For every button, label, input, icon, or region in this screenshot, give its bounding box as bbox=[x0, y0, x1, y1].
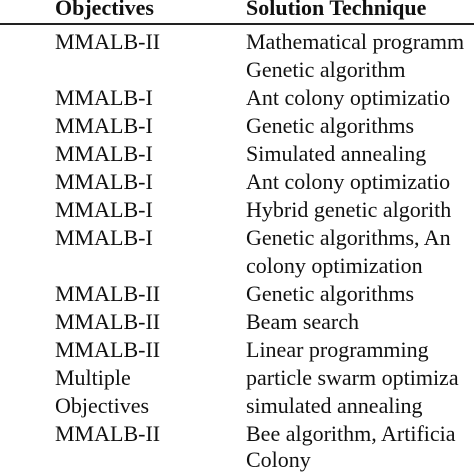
table-row bbox=[0, 420, 474, 448]
technique-cell: Beam search bbox=[246, 309, 359, 334]
objective-cell: MMALB-I bbox=[55, 225, 153, 250]
table-row bbox=[0, 84, 474, 112]
table-row bbox=[0, 252, 474, 280]
objective-cell: Multiple bbox=[55, 365, 131, 390]
objective-cell: MMALB-I bbox=[55, 113, 153, 138]
table-header bbox=[0, 0, 474, 23]
table-row bbox=[0, 392, 474, 420]
technique-cell: Ant colony optimizatio bbox=[246, 169, 451, 194]
technique-cell: Genetic algorithms, An bbox=[246, 225, 451, 250]
objective-cell: MMALB-I bbox=[55, 141, 153, 166]
objective-cell: MMALB-II bbox=[55, 281, 161, 306]
table-row bbox=[0, 364, 474, 392]
table-row bbox=[0, 112, 474, 140]
table-row bbox=[0, 446, 474, 474]
table-row bbox=[0, 196, 474, 224]
technique-cell: Linear programming bbox=[246, 337, 429, 362]
table-row bbox=[0, 224, 474, 252]
objective-cell: MMALB-II bbox=[55, 337, 161, 362]
table-row bbox=[0, 168, 474, 196]
technique-cell: Bee algorithm, Artificia bbox=[246, 421, 456, 446]
header-rule bbox=[0, 23, 474, 25]
table-row bbox=[0, 336, 474, 364]
technique-cell: Ant colony optimizatio bbox=[246, 85, 451, 110]
technique-cell: Genetic algorithm bbox=[246, 57, 406, 82]
technique-cell: Genetic algorithms bbox=[246, 281, 415, 306]
objective-cell: MMALB-I bbox=[55, 85, 153, 110]
table-row bbox=[0, 28, 474, 56]
objective-cell: MMALB-II bbox=[55, 309, 161, 334]
technique-cell: Hybrid genetic algorith bbox=[246, 197, 452, 222]
table-row bbox=[0, 140, 474, 168]
table-row bbox=[0, 308, 474, 336]
table-row bbox=[0, 280, 474, 308]
objective-cell: MMALB-I bbox=[55, 169, 153, 194]
objective-cell: MMALB-I bbox=[55, 197, 153, 222]
technique-cell: Colony bbox=[246, 447, 311, 472]
objective-cell: MMALB-II bbox=[55, 421, 161, 446]
header-objectives: Objectives bbox=[55, 0, 154, 20]
technique-cell: Simulated annealing bbox=[246, 141, 427, 166]
header-solution-technique: Solution Technique bbox=[246, 0, 427, 20]
objective-cell: MMALB-II bbox=[55, 29, 161, 54]
technique-cell: Mathematical programm bbox=[246, 29, 465, 54]
objective-cell: Objectives bbox=[55, 393, 150, 418]
technique-cell: particle swarm optimiza bbox=[246, 365, 459, 390]
table-row bbox=[0, 56, 474, 84]
technique-cell: Genetic algorithms bbox=[246, 113, 415, 138]
technique-cell: simulated annealing bbox=[246, 393, 423, 418]
technique-cell: colony optimization bbox=[246, 253, 423, 278]
